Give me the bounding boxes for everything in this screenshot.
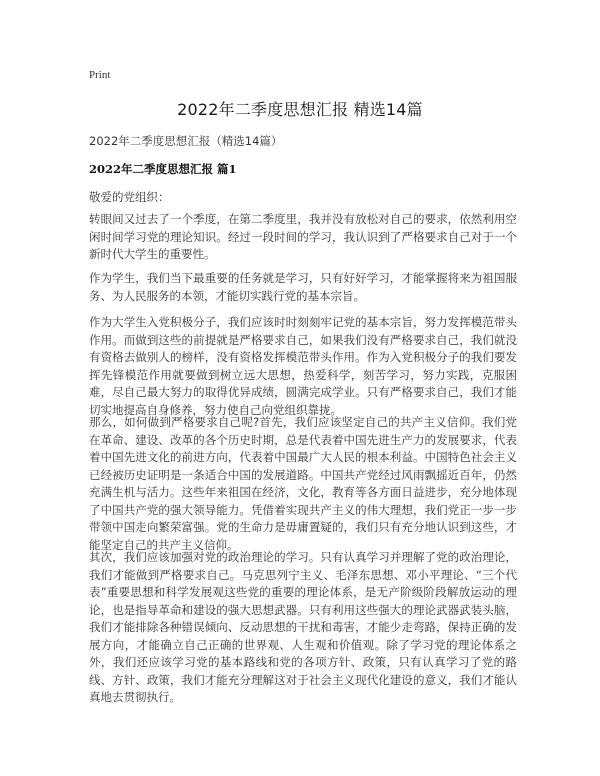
section-heading: 2022年二季度思想汇报 篇1 — [89, 162, 237, 176]
paragraph-4: 那么，如何做到严格要求自己呢?首先，我们应该坚定自己的共产主义信仰。我们党在革命、建设、改革的各个历史时期，总是代表着中国先进生产力的发展要求，代表着中国先进文化的前进方向，代表着中国最广大人民的根本利益。中国特色社会主义已经被历史证明是一条适合中国的发展道路。中国共产党经过风雨飘摇近百年，仍然充满生机与活力。这些年来祖国在经济，文化，教育等各方面日益进步，充分地体现了中国共产党的强大领导能力。凭借着实现共产主义的伟大理想，我们党正一步一步带领中国走向繁荣富强。党的生命力是毋庸置疑的，我们只有充分地认识到这些，才能坚定自己的共产主义信仰。 — [89, 415, 517, 552]
subtitle: 2022年二季度思想汇报（精选14篇） — [89, 134, 283, 148]
paragraph-2: 作为学生，我们当下最重要的任务就是学习，只有好好学习，才能掌握将来为祖国服务、为人民服务的本领，才能切实践行党的基本宗旨。 — [89, 271, 517, 303]
paragraph-1: 转眼间又过去了一个季度，在第二季度里，我并没有放松对自己的要求，依然利用空闲时间学习党的理论知识。经过一段时间的学习，我认识到了严格要求自己对于一个新时代大学生的重要性。 — [89, 212, 517, 261]
salutation: 敬爱的党组织： — [89, 190, 170, 204]
paragraph-3: 作为大学生入党积极分子，我们应该时时刻刻牢记党的基本宗旨，努力发挥模范带头作用。而做到这些的前提就是严格要求自己，如果我们没有严格要求自己，我们就没有资格去做别人的榜样，没有资格发挥模范带头作用。作为入党积极分子的我们要发挥先锋模范作用就要做到树立远大思想，热爱科学，刻苦学习，努力实践，克服困难，尽自己最大努力的取得优异成绩，圆满完成学业。只有严格要求自己，我们才能切实地提高自身修养，努力使自己向党组织靠拢。 — [89, 315, 517, 417]
paragraph-5: 其次，我们应该加强对党的政治理论的学习。只有认真学习并理解了党的政治理论，我们才能做到严格要求自己。马克思列宁主义、毛泽东思想、邓小平理论、“三个代表”重要思想和科学发展观这些党的重要的理论体系，是无产阶级阶段解放运动的理论，也是指导革命和建设的强大思想武器。只有利用这些强大的理论武器武装头脑，我们才能排除各种错误倾向、反动思想的干扰和毒害，才能少走弯路，保持正确的发展方向，才能确立自己正确的世界观、人生观和价值观。除了学习党的理论体系之外，我们还应该学习党的基本路线和党的各项方针、政策，只有认真学习了党的路线、方针、政策，我们才能充分理解这对于社会主义现代化建设的意义，我们才能认真地去贯彻执行。 — [89, 550, 517, 704]
page-title: 2022年二季度思想汇报 精选14篇 — [177, 100, 423, 119]
print-link[interactable]: Print — [89, 69, 111, 81]
